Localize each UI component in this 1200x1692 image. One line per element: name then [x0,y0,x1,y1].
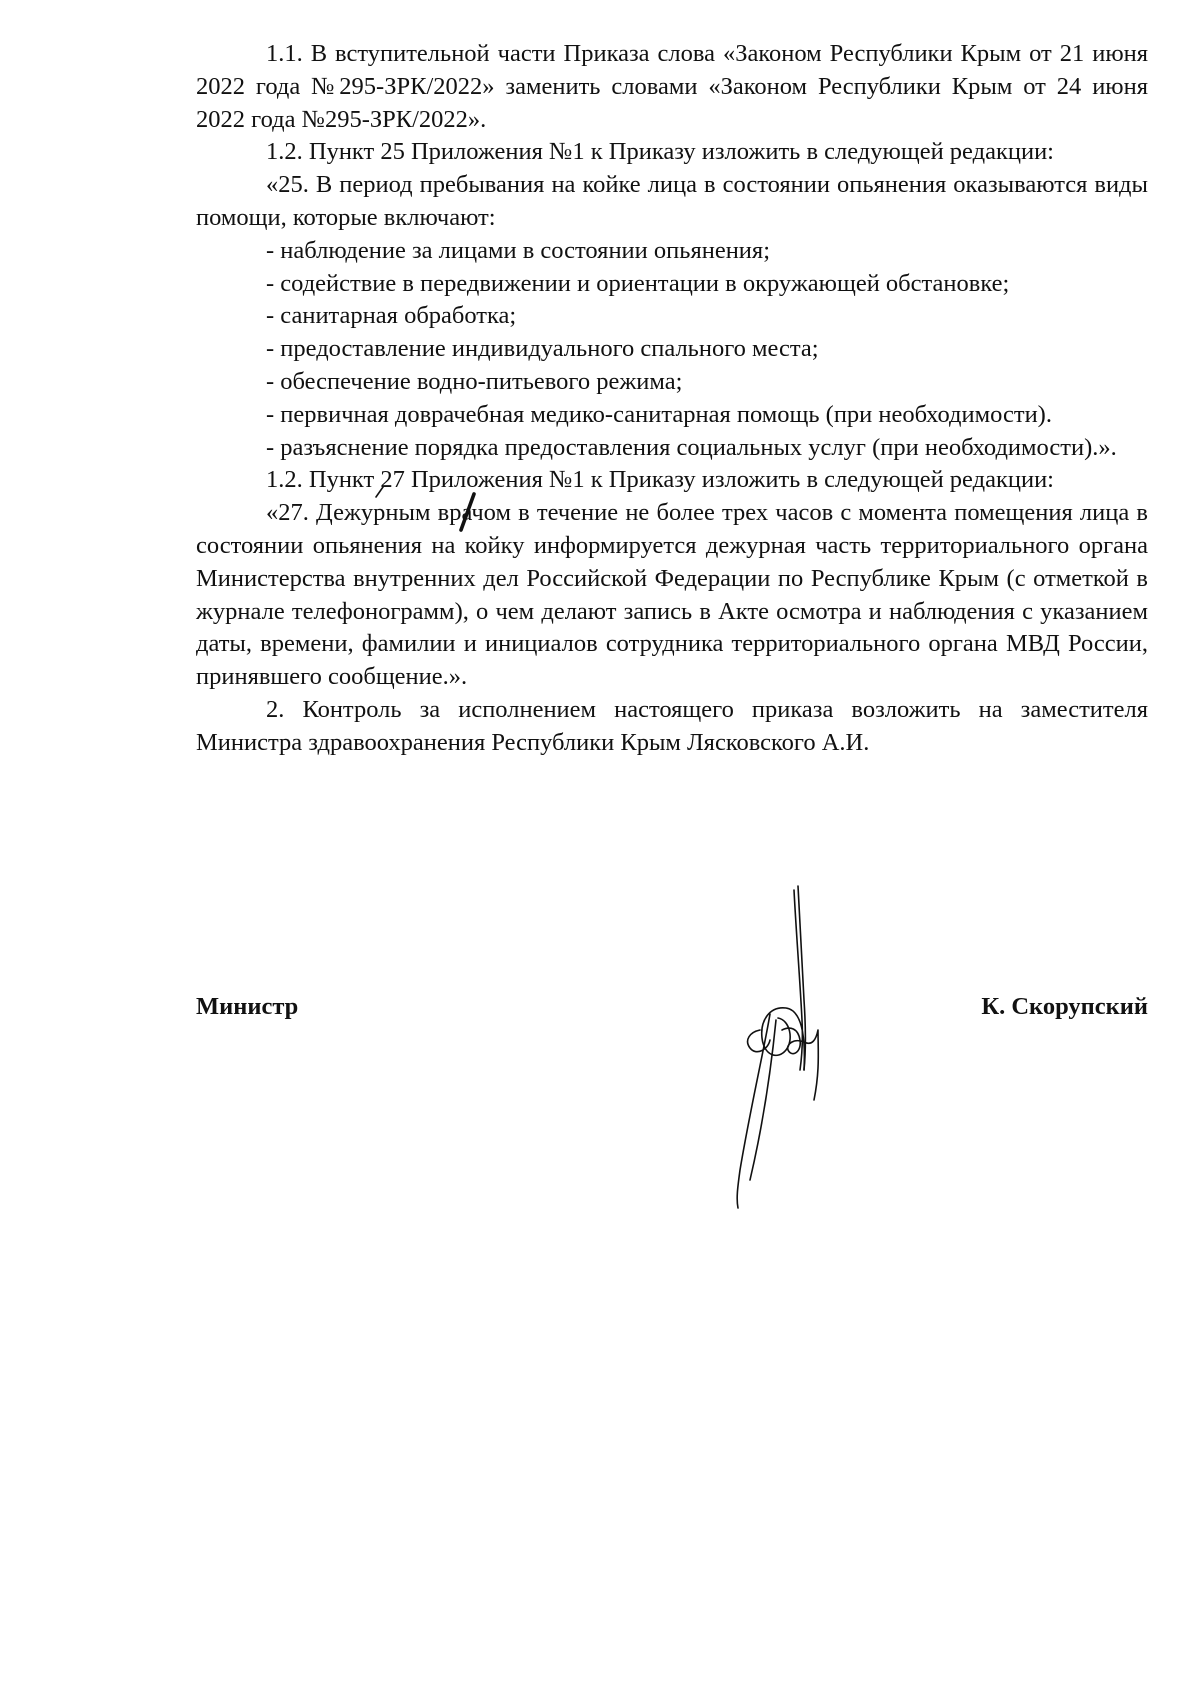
list-item: - санитарная обработка; [266,302,517,330]
signer-name: К. Скорупский [981,993,1148,1020]
paragraph-1-1: 1.1. В вступительной части Приказа слова «Законом Республики Крым от 21 июня 2022 года №295-ЗРК/2022» заменить словами «Законом Республики Крым от 24 июня 2022 года №295-ЗРК/2022». [196,40,1148,133]
list-item: - наблюдение за лицами в состоянии опьянения; [266,236,770,264]
list-item: - содействие в передвижении и ориентации в окружающей обстановке; [266,269,1010,297]
list-item-explanation: - разъяснение порядка предоставления социальных услуг (при необходимости).». [266,433,1117,461]
list-item: - обеспечение водно-питьевого режима; [266,367,683,395]
paragraph-1-2-item27: 1.2. Пункт 27 Приложения №1 к Приказу изложить в следующей редакции: [266,466,1054,494]
paragraph-item25-text: «25. В период пребывания на койке лица в состоянии опьянения оказываются виды помощи, которые включают: [196,171,1148,231]
handwritten-tick-mark [374,485,386,499]
paragraph-2-control: 2. Контроль за исполнением настоящего приказа возложить на заместителя Министра здравоохранения Республики Крым Лясковского А.И. [196,695,1148,756]
handwritten-signature [720,880,840,1220]
paragraph-item27-text: «27. Дежурным врачом в течение не более трех часов с момента помещения лица в состоянии опьянения на койку информируется дежурная часть территориального органа Министерства внутренних дел Российской Федерации по Республике Крым (с отметкой в журнале телефонограмм), о чем делают запись в Акте осмотра и наблюдения с указанием даты, времени, фамилии и инициалов сотрудника территориального органа МВД России, принявшего сообщение.». [196,499,1148,691]
document-body [196,38,1148,760]
handwritten-slash-mark [458,490,478,534]
list-item-medical-help: - первичная доврачебная медико-санитарная помощь (при необходимости). [266,400,1052,428]
list-item: - предоставление индивидуального спального места; [266,335,819,363]
paragraph-1-2-item25: 1.2. Пункт 25 Приложения №1 к Приказу изложить в следующей редакции: [266,138,1054,166]
signer-position: Министр [196,993,299,1020]
